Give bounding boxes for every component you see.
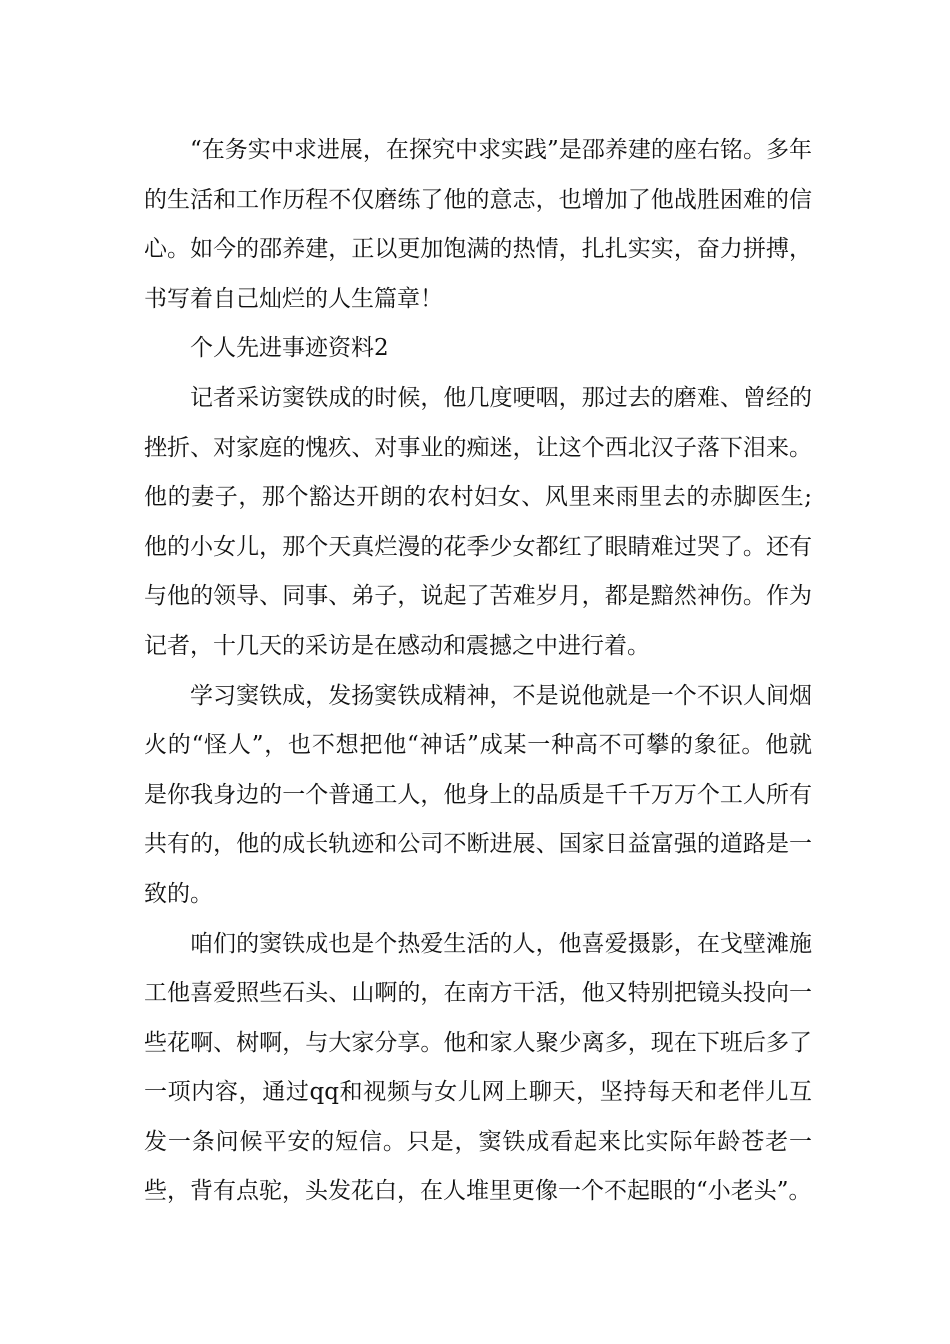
- paragraph-interview: 记者采访窦铁成的时候，他几度哽咽，那过去的磨难、曾经的挫折、对家庭的愧疚、对事业的痴迷，让这个西北汉子落下泪来。他的妻子，那个豁达开朗的农村妇女、风里来雨里去的赤脚医生;他的小女儿，那个天真烂漫的花季少女都红了眼睛难过哭了。还有与他的领导、同事、弟子，说起了苦难岁月，都是黯然神伤。作为记者，十几天的采访是在感动和震撼之中进行着。: [144, 384, 812, 659]
- section-heading: 个人先进事迹资料2: [190, 335, 389, 362]
- paragraph-motto: “在务实中求进展，在探究中求实践”是邵养建的座右铭。多年的生活和工作历程不仅磨练了他的意志，也增加了他战胜困难的信心。如今的邵养建，正以更加饱满的热情，扎扎实实，奋力拼搏，书写着自己灿烂的人生篇章！: [144, 137, 812, 312]
- paragraph-learning: 学习窦铁成，发扬窦铁成精神，不是说他就是一个不识人间烟火的“怪人”，也不想把他“神话”成某一种高不可攀的象征。他就是你我身边的一个普通工人，他身上的品质是千千万万个工人所有共有的，他的成长轨迹和公司不断进展、国家日益富强的道路是一致的。: [144, 682, 812, 907]
- paragraph-life: 咱们的窦铁成也是个热爱生活的人，他喜爱摄影，在戈壁滩施工他喜爱照些石头、山啊的，在南方干活，他又特别把镜头投向一些花啊、树啊，与大家分享。他和家人聚少离多，现在下班后多了一项内容，通过qq和视频与女儿网上聊天，坚持每天和老伴儿互发一条问候平安的短信。只是，窦铁成看起来比实际年龄苍老一些，背有点驼，头发花白，在人堆里更像一个不起眼的“小老头”。: [144, 930, 812, 1205]
- document-body: [144, 126, 812, 1217]
